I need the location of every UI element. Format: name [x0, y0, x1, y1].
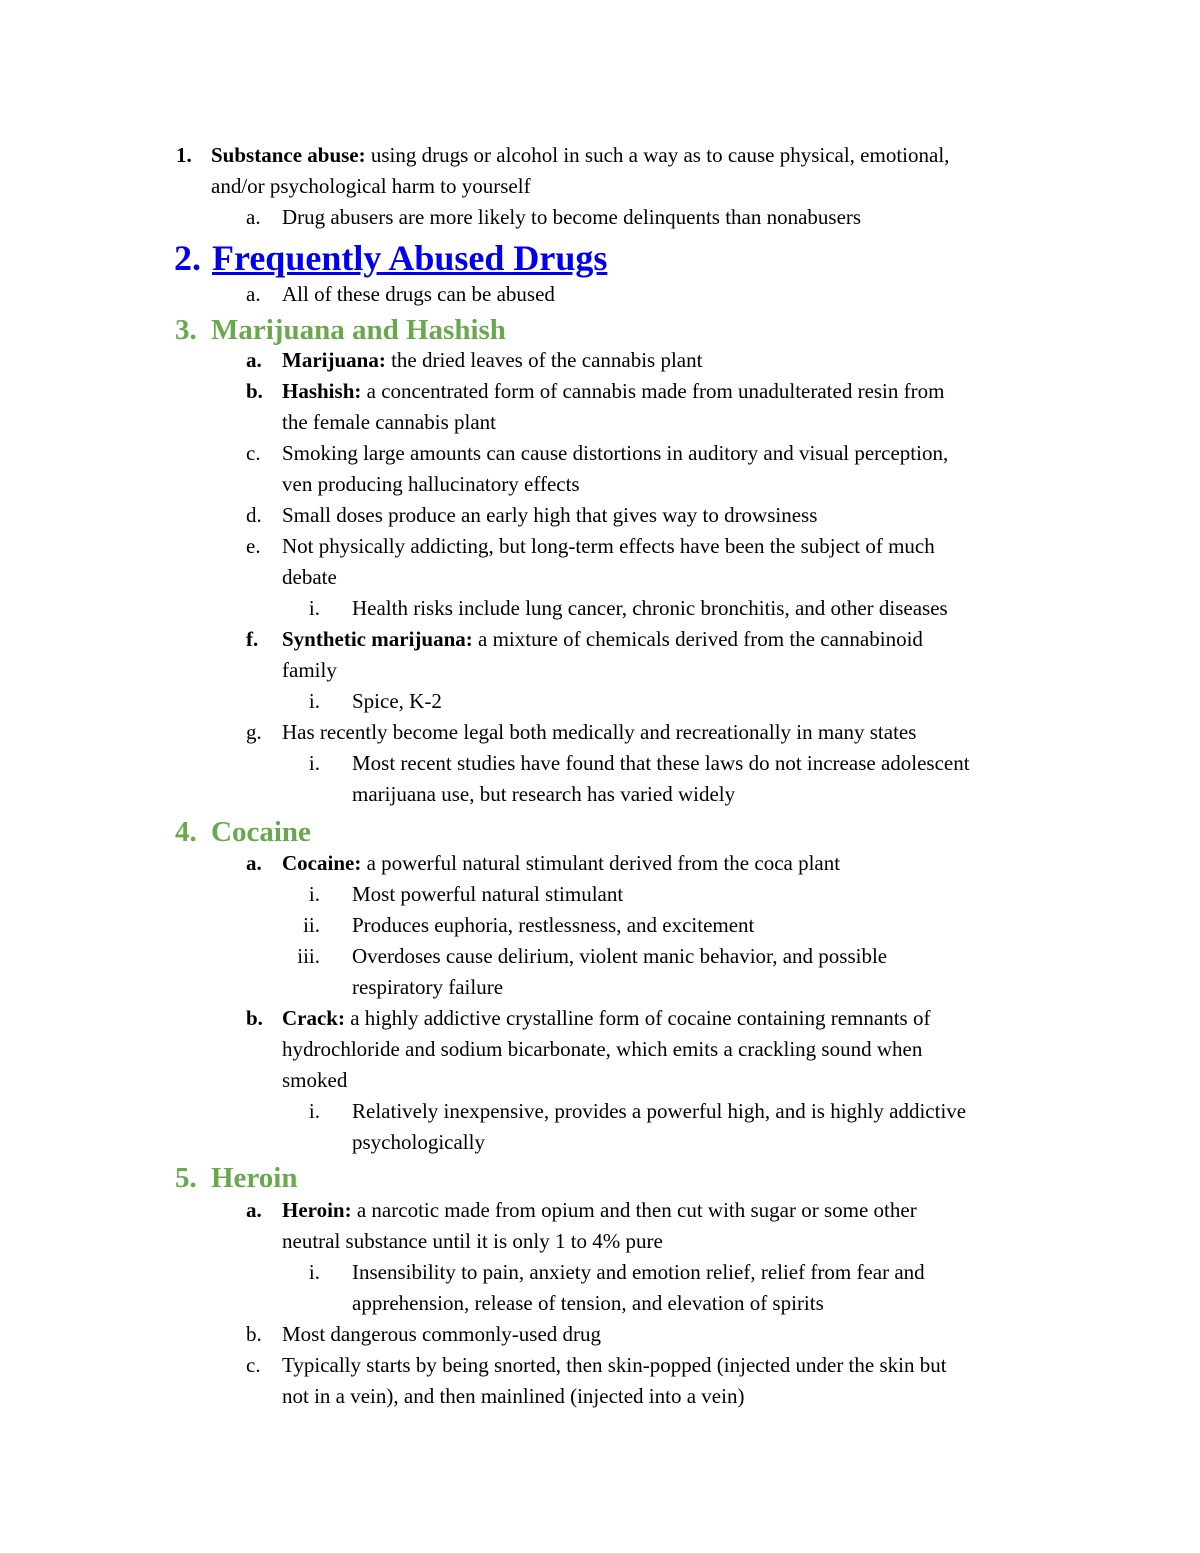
definition-text: a narcotic made from opium and then cut with sugar or some other: [356, 1198, 917, 1222]
list-marker: a.: [246, 205, 261, 229]
heading-text: Cocaine: [211, 816, 311, 848]
item-text: [282, 1003, 930, 1034]
item-text: Smoking large amounts can cause distortions in auditory and visual perception,: [282, 441, 949, 465]
list-marker: i.: [308, 882, 320, 906]
heading-text: Marijuana and Hashish: [211, 314, 506, 346]
item-text: [282, 624, 923, 655]
term-label: Cocaine:: [282, 851, 362, 875]
list-marker: c.: [246, 1353, 261, 1377]
list-number: 1.: [176, 143, 192, 167]
item-text: [282, 1195, 917, 1226]
item-text: debate: [282, 565, 337, 589]
definition-text: a concentrated form of cannabis made from unadulterated resin from: [366, 379, 945, 403]
list-marker: i.: [308, 689, 320, 713]
item-text: [282, 345, 702, 376]
list-marker: a.: [246, 851, 262, 875]
item-text: Relatively inexpensive, provides a powerful high, and is highly addictive: [352, 1099, 967, 1123]
item-text: Spice, K-2: [352, 689, 442, 713]
item-text: Not physically addicting, but long-term effects have been the subject of much: [282, 534, 935, 558]
term-label: Synthetic marijuana:: [282, 627, 473, 651]
list-marker: iii.: [297, 944, 320, 968]
term-label: Substance abuse:: [211, 143, 366, 167]
item-text: [282, 376, 944, 407]
item-text: Insensibility to pain, anxiety and emotion relief, relief from fear and: [352, 1260, 925, 1284]
list-marker: d.: [246, 503, 262, 527]
list-marker: a.: [246, 348, 262, 372]
definition-text: the dried leaves of the cannabis plant: [391, 348, 703, 372]
list-marker: b.: [246, 379, 263, 403]
term-label: Marijuana:: [282, 348, 386, 372]
heading-text: Heroin: [211, 1162, 298, 1194]
list-marker: f.: [246, 627, 259, 651]
definition-text: a mixture of chemicals derived from the cannabinoid: [478, 627, 923, 651]
term-label: Hashish:: [282, 379, 362, 403]
item-text: Has recently become legal both medically and recreationally in many states: [282, 720, 917, 744]
heading-number: 3.: [175, 314, 197, 346]
definition-text: neutral substance until it is only 1 to 4% pure: [282, 1229, 663, 1253]
list-marker: e.: [246, 534, 261, 558]
item-text: All of these drugs can be abused: [282, 282, 555, 306]
item-text: Most powerful natural stimulant: [352, 882, 624, 906]
item-text: Most recent studies have found that these laws do not increase adolescent: [352, 751, 970, 775]
term-label: Heroin:: [282, 1198, 352, 1222]
list-marker: ii.: [303, 913, 320, 937]
list-marker: a.: [246, 1198, 262, 1222]
heading-text: Frequently Abused Drugs: [212, 238, 608, 278]
heading-number: 4.: [175, 816, 197, 848]
heading-number: 2.: [174, 238, 201, 278]
item-text: [282, 848, 840, 879]
definition-text: smoked: [282, 1068, 348, 1092]
item-text: respiratory failure: [352, 975, 504, 999]
item-text: Overdoses cause delirium, violent manic behavior, and possible: [352, 944, 888, 968]
definition-text: family: [282, 658, 337, 682]
list-marker: a.: [246, 282, 261, 306]
item-text: not in a vein), and then mainlined (injected into a vein): [282, 1384, 745, 1408]
list-marker: c.: [246, 441, 261, 465]
definition-text: using drugs or alcohol in such a way as to cause physical, emotional,: [370, 143, 950, 167]
item-text: Most dangerous commonly-used drug: [282, 1322, 602, 1346]
item-text: Produces euphoria, restlessness, and excitement: [352, 913, 755, 937]
definition-text: and/or psychological harm to yourself: [211, 174, 531, 198]
item-text: Drug abusers are more likely to become delinquents than nonabusers: [282, 205, 862, 229]
list-marker: b.: [246, 1322, 262, 1346]
definition-text: a highly addictive crystalline form of cocaine containing remnants of: [350, 1006, 931, 1030]
item-text: Health risks include lung cancer, chronic bronchitis, and other diseases: [352, 596, 948, 620]
item-text: marijuana use, but research has varied widely: [352, 782, 736, 806]
list-marker: b.: [246, 1006, 263, 1030]
definition-text: the female cannabis plant: [282, 410, 496, 434]
heading-number: 5.: [175, 1162, 197, 1194]
definition-text: a powerful natural stimulant derived from the coca plant: [366, 851, 841, 875]
item-text: ven producing hallucinatory effects: [282, 472, 580, 496]
item-text: apprehension, release of tension, and elevation of spirits: [352, 1291, 824, 1315]
list-marker: i.: [308, 751, 320, 775]
item-text: [211, 140, 949, 171]
item-text: Typically starts by being snorted, then skin-popped (injected under the skin but: [282, 1353, 947, 1377]
list-marker: i.: [308, 596, 320, 620]
item-text: Small doses produce an early high that gives way to drowsiness: [282, 503, 818, 527]
definition-text: hydrochloride and sodium bicarbonate, which emits a crackling sound when: [282, 1037, 923, 1061]
item-text: psychologically: [352, 1130, 485, 1154]
term-label: Crack:: [282, 1006, 345, 1030]
list-marker: i.: [308, 1260, 320, 1284]
list-marker: g.: [246, 720, 262, 744]
list-marker: i.: [308, 1099, 320, 1123]
